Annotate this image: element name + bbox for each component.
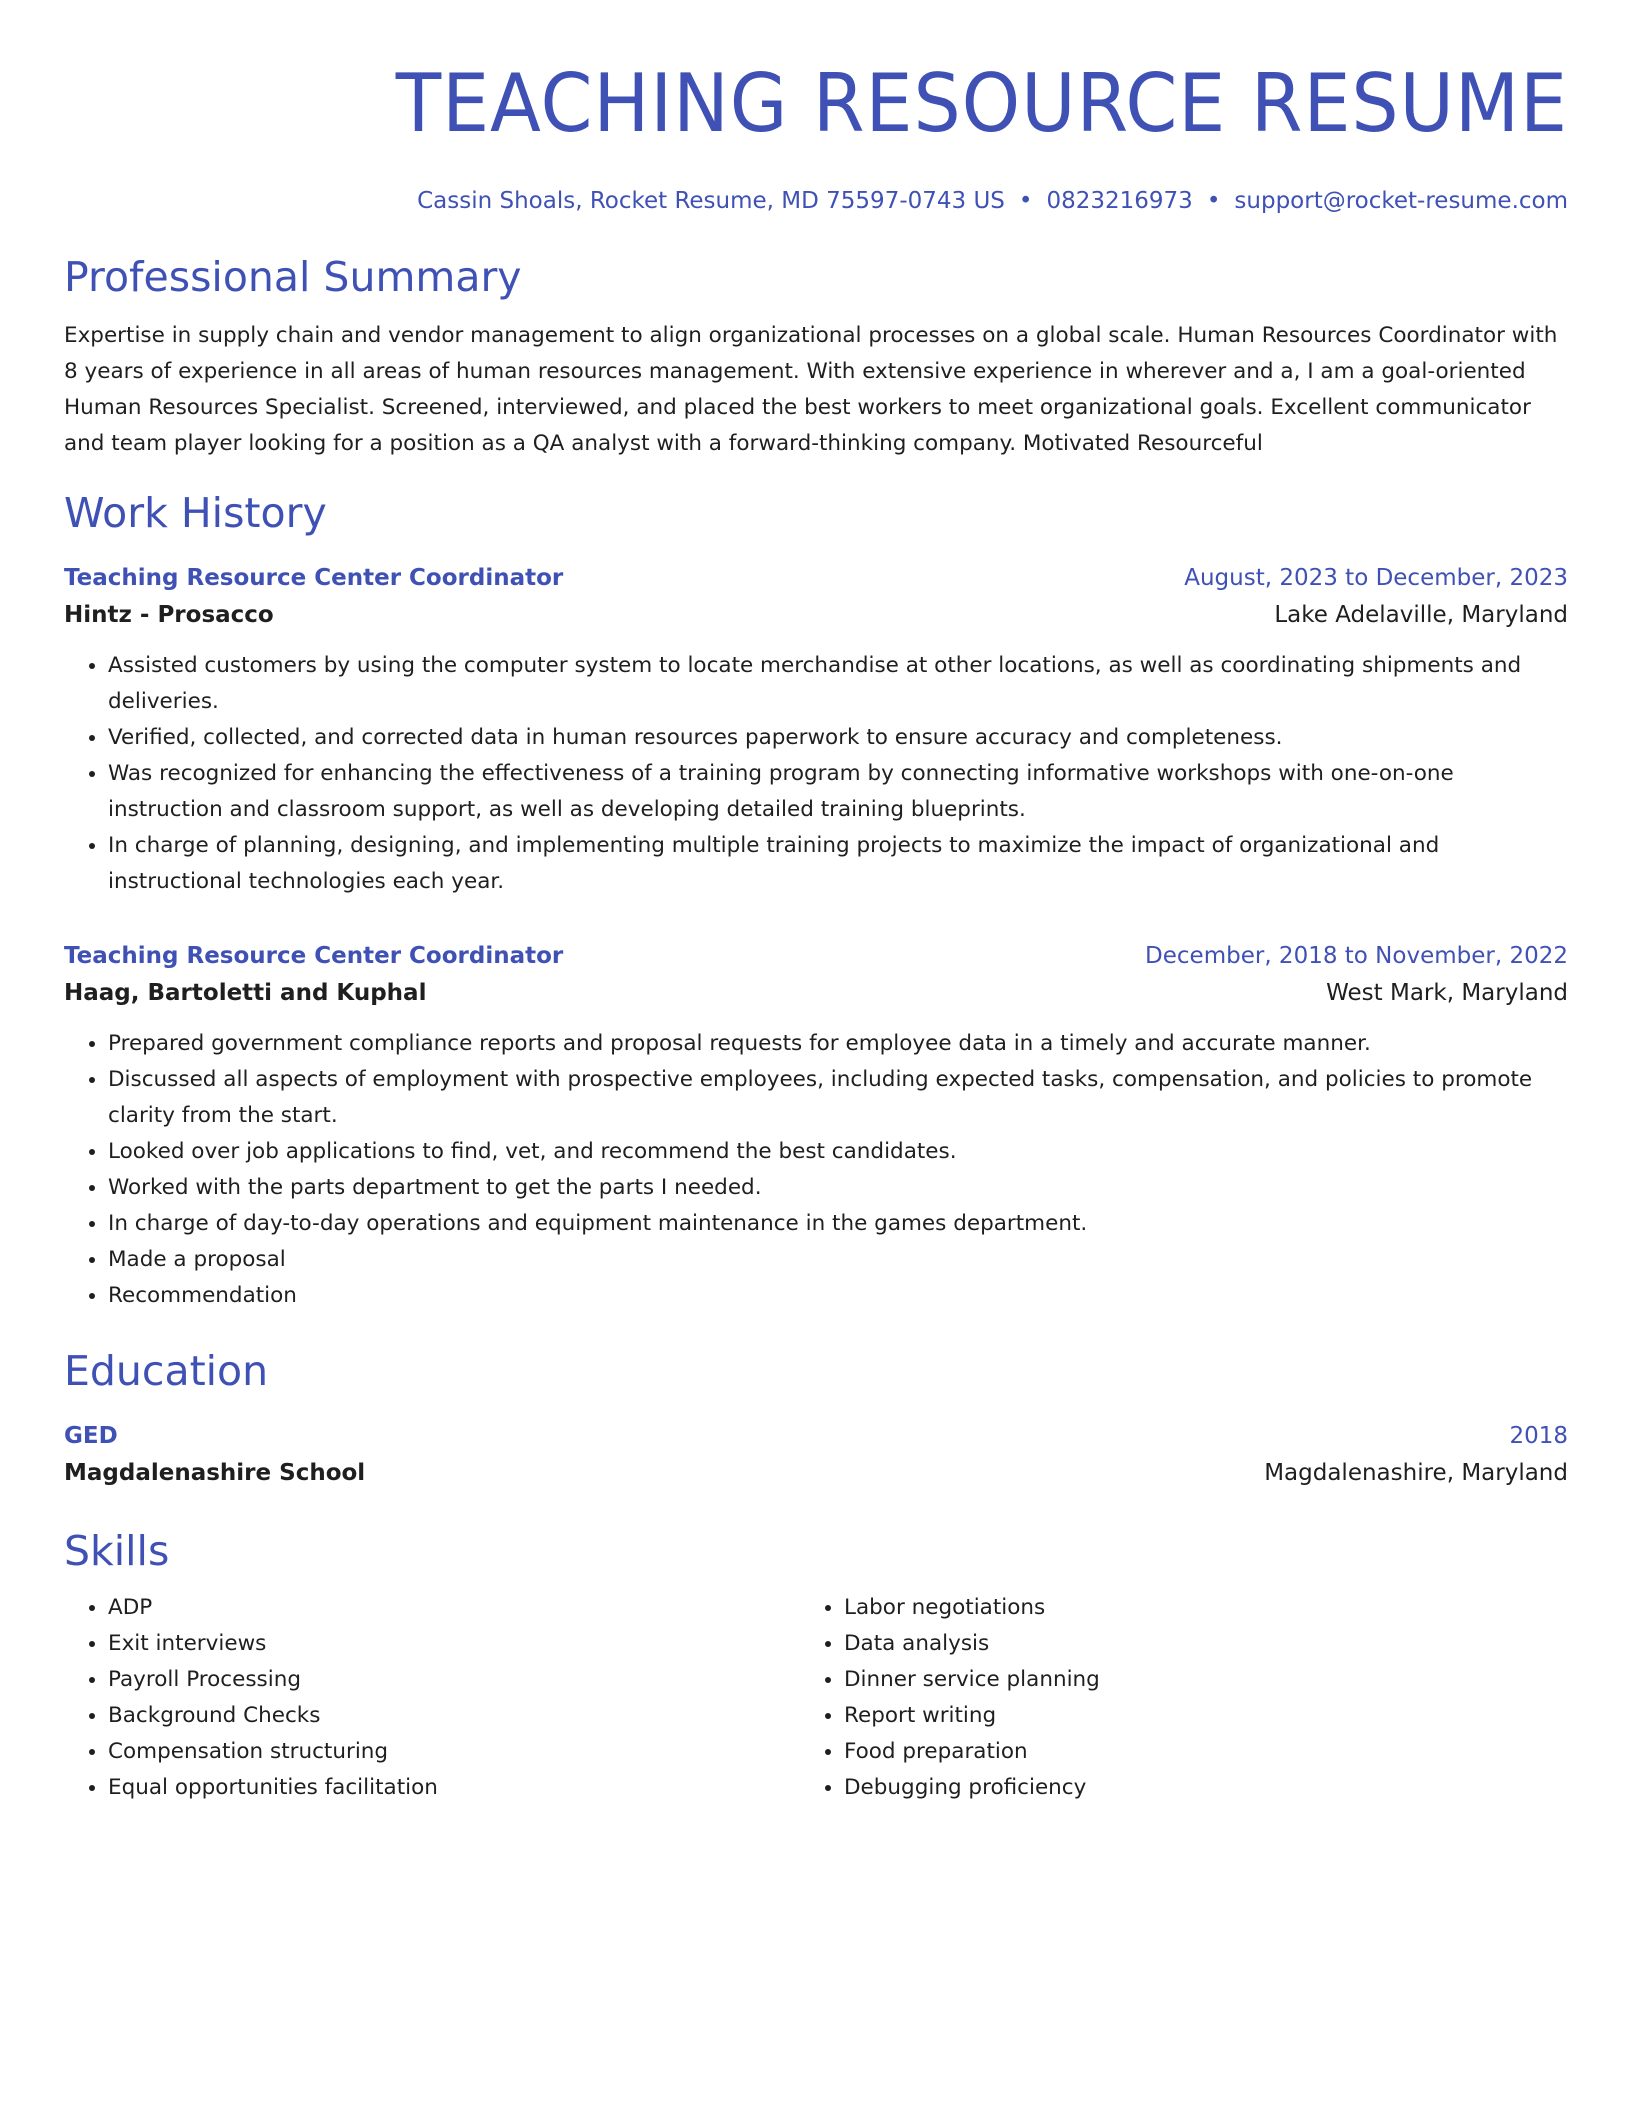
skill-item: • Report writing — [844, 1698, 1536, 1734]
job-bullet: • Worked with the parts department to get the parts I needed. — [108, 1170, 1568, 1206]
summary-section — [64, 252, 1568, 462]
summary-text: Expertise in supply chain and vendor management to align organizational processes on a global scale. Human Resources Coordinator with 8 years of experience in all areas of human resources management. With extensive experience in wherever and a, I am a goal-oriented Human Resources Specialist. Screened, interviewed, and placed the best workers to meet organizational goals. Excellent communicator and team player looking for a position as a QA analyst with a forward-thinking company. Motivated Resourceful — [64, 323, 1558, 456]
education-location: Magdalenashire, Maryland — [1264, 1460, 1568, 1486]
job-bullet: • Discussed all aspects of employment with prospective employees, including expected tasks, compensation, and policies to promote clarity from the start. — [108, 1062, 1568, 1134]
summary-heading: Professional Summary — [64, 253, 522, 301]
job-dates: August, 2023 to December, 2023 — [1184, 565, 1568, 591]
contact-line — [64, 186, 1568, 216]
job-header-row — [64, 560, 1568, 596]
skill-item: • Debugging proficiency — [844, 1770, 1536, 1806]
skills-grid — [64, 1590, 1568, 1806]
skill-item: • Labor negotiations — [844, 1590, 1536, 1626]
job-bullet: • Was recognized for enhancing the effectiveness of a training program by connecting informative workshops with one-on-one instruction and classroom support, as well as developing detailed training blueprints. — [108, 756, 1568, 828]
skills-column-right — [800, 1590, 1536, 1806]
job-bullet: • Assisted customers by using the computer system to locate merchandise at other locations, as well as coordinating shipments and deliveries. — [108, 648, 1568, 720]
job-bullet: • In charge of day-to-day operations and equipment maintenance in the games department. — [108, 1206, 1568, 1242]
education-heading: Education — [64, 1347, 269, 1395]
skills-section — [64, 1526, 1568, 1806]
skill-item: • Exit interviews — [108, 1626, 800, 1662]
job-dates: December, 2018 to November, 2022 — [1145, 943, 1568, 969]
education-year: 2018 — [1509, 1423, 1568, 1449]
job-title: Teaching Resource Center Coordinator — [64, 565, 564, 591]
skill-item: • Data analysis — [844, 1626, 1536, 1662]
skill-item: • Food preparation — [844, 1734, 1536, 1770]
contact-email: support@rocket-resume.com — [1234, 188, 1568, 214]
education-entry — [64, 1418, 1568, 1492]
job-location: Lake Adelaville, Maryland — [1274, 602, 1568, 628]
education-header-row — [64, 1418, 1568, 1454]
work-history-section — [64, 488, 1568, 1314]
contact-address: Cassin Shoals, Rocket Resume, MD 75597-0743 US — [417, 188, 1005, 214]
contact-separator: • — [1018, 188, 1033, 214]
job-employer: Hintz - Prosacco — [64, 602, 274, 628]
skill-item: • ADP — [108, 1590, 800, 1626]
job-bullet: • Made a proposal — [108, 1242, 1568, 1278]
skills-column-left — [64, 1590, 800, 1806]
education-school: Magdalenashire School — [64, 1460, 366, 1486]
education-school-row — [64, 1454, 1568, 1492]
skill-item: • Background Checks — [108, 1698, 800, 1734]
job-employer-row — [64, 596, 1568, 634]
job-entry — [64, 938, 1568, 1314]
education-degree: GED — [64, 1423, 118, 1449]
contact-separator: • — [1206, 188, 1221, 214]
job-employer-row — [64, 974, 1568, 1012]
job-bullet: • Looked over job applications to find, vet, and recommend the best candidates. — [108, 1134, 1568, 1170]
skill-item: • Compensation structuring — [108, 1734, 800, 1770]
contact-phone: 0823216973 — [1046, 188, 1193, 214]
job-bullet: • Recommendation — [108, 1278, 1568, 1314]
job-header-row — [64, 938, 1568, 974]
job-title: Teaching Resource Center Coordinator — [64, 943, 564, 969]
education-section — [64, 1346, 1568, 1492]
job-bullets — [64, 1026, 1568, 1314]
job-employer: Haag, Bartoletti and Kuphal — [64, 980, 427, 1006]
job-entry — [64, 560, 1568, 900]
work-history-heading: Work History — [64, 489, 327, 537]
skill-item: • Equal opportunities facilitation — [108, 1770, 800, 1806]
resume-header — [64, 0, 1568, 216]
job-bullet: • Prepared government compliance reports and proposal requests for employee data in a timely and accurate manner. — [108, 1026, 1568, 1062]
job-bullet: • Verified, collected, and corrected data in human resources paperwork to ensure accuracy and completeness. — [108, 720, 1568, 756]
skill-item: • Payroll Processing — [108, 1662, 800, 1698]
job-location: West Mark, Maryland — [1326, 980, 1568, 1006]
job-bullet: • In charge of planning, designing, and implementing multiple training projects to maximize the impact of organizational and instructional technologies each year. — [108, 828, 1568, 900]
skill-item: • Dinner service planning — [844, 1662, 1536, 1698]
resume-name: TEACHING RESOURCE RESUME — [395, 57, 1569, 150]
job-bullets — [64, 648, 1568, 900]
skills-heading: Skills — [64, 1527, 170, 1575]
